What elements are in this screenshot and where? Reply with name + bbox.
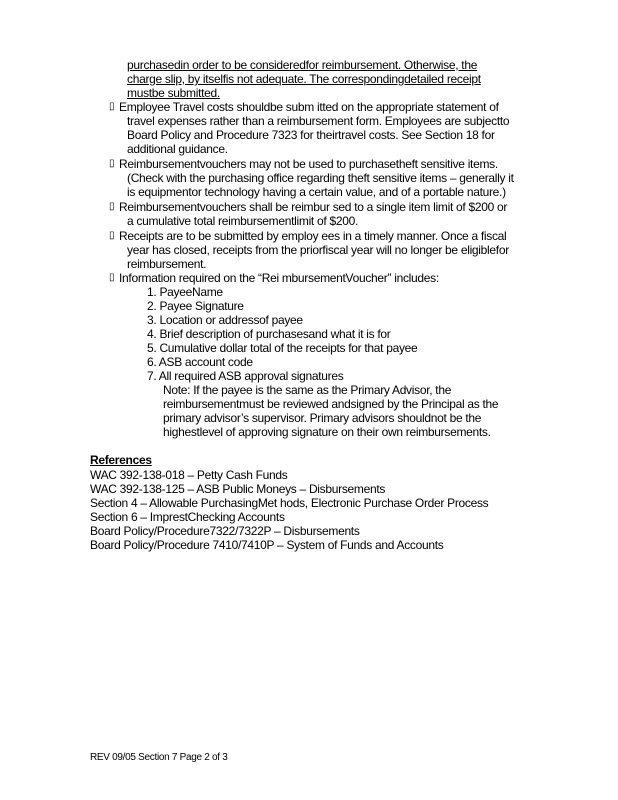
bullet-1-line-2: travel expenses rather than a reimbursement form. Employees are subjectto	[127, 114, 510, 128]
bullet-3-line-1: Reimbursementvouchers shall be reimbur sed to a single item limit of $200 or	[119, 200, 508, 214]
bullet-1-line-1: Employee Travel costs shouldbe subm itted on the appropriate statement of	[119, 100, 499, 114]
bullet-5-line-1: Information required on the “Rei mbursementVoucher” includes:	[119, 271, 439, 285]
reference-item: Board Policy/Procedure 7410/7410P – System of Funds and Accounts	[90, 538, 444, 552]
reference-item: Section 6 – ImprestChecking Accounts	[90, 510, 285, 524]
reference-item: WAC 392-138-125 – ASB Public Moneys – Disbursements	[90, 482, 386, 496]
reference-item: Board Policy/Procedure7322/7322P – Disbursements	[90, 524, 360, 538]
bullet-icon: ▯	[109, 158, 115, 169]
note-line-1: Note: If the payee is the same as the Primary Advisor, the	[163, 383, 452, 397]
reference-item: Section 4 – Allowable PurchasingMet hods, Electronic Purchase Order Process	[90, 496, 489, 510]
note-line-3: primary advisor’s supervisor. Primary advisors shouldnot be the	[163, 411, 482, 425]
intro-line-1: purchasedin order to be consideredfor reimbursement. Otherwise, the	[127, 58, 478, 72]
numbered-item: 2. Payee Signature	[147, 299, 244, 313]
bullet-1-line-3: Board Policy and Procedure 7323 for theirtravel costs. See Section 18 for	[127, 128, 495, 142]
page-footer: REV 09/05 Section 7 Page 2 of 3	[90, 752, 228, 763]
numbered-item: 6. ASB account code	[147, 355, 253, 369]
bullet-2-line-1: Reimbursementvouchers may not be used to purchasetheft sensitive items.	[119, 157, 498, 171]
reference-item: WAC 392-138-018 – Petty Cash Funds	[90, 468, 288, 482]
bullet-icon: ▯	[109, 230, 115, 241]
note-line-4: highestlevel of approving signature on their own reimbursements.	[163, 425, 491, 439]
numbered-item: 3. Location or addressof payee	[147, 313, 303, 327]
bullet-icon: ▯	[109, 101, 115, 112]
intro-line-3: mustbe submitted.	[127, 86, 220, 100]
bullet-1-line-4: additional guidance.	[127, 142, 228, 156]
bullet-4-line-1: Receipts are to be submitted by employ ees in a timely manner. Once a fiscal	[119, 229, 507, 243]
bullet-icon: ▯	[109, 272, 115, 283]
numbered-item: 7. All required ASB approval signatures	[147, 369, 344, 383]
bullet-2-line-2: (Check with the purchasing office regarding theft sensitive items – generally it	[127, 171, 514, 185]
numbered-item: 1. PayeeName	[147, 285, 223, 299]
intro-line-2: charge slip, by itselfis not adequate. The correspondingdetailed receipt	[127, 72, 481, 86]
note-line-2: reimbursementmust be reviewed andsigned by the Principal as the	[163, 397, 499, 411]
numbered-item: 4. Brief description of purchasesand what it is for	[147, 327, 391, 341]
bullet-icon: ▯	[109, 201, 115, 212]
bullet-2-line-3: is equipmentor technology having a certain value, and of a portable nature.)	[127, 185, 506, 199]
references-heading: References	[90, 453, 152, 467]
numbered-item: 5. Cumulative dollar total of the receipts for that payee	[147, 341, 418, 355]
bullet-4-line-2: year has closed, receipts from the priorfiscal year will no longer be eligiblefor	[127, 243, 509, 257]
bullet-3-line-2: a cumulative total reimbursementlimit of $200.	[127, 214, 358, 228]
bullet-4-line-3: reimbursement.	[127, 257, 207, 271]
